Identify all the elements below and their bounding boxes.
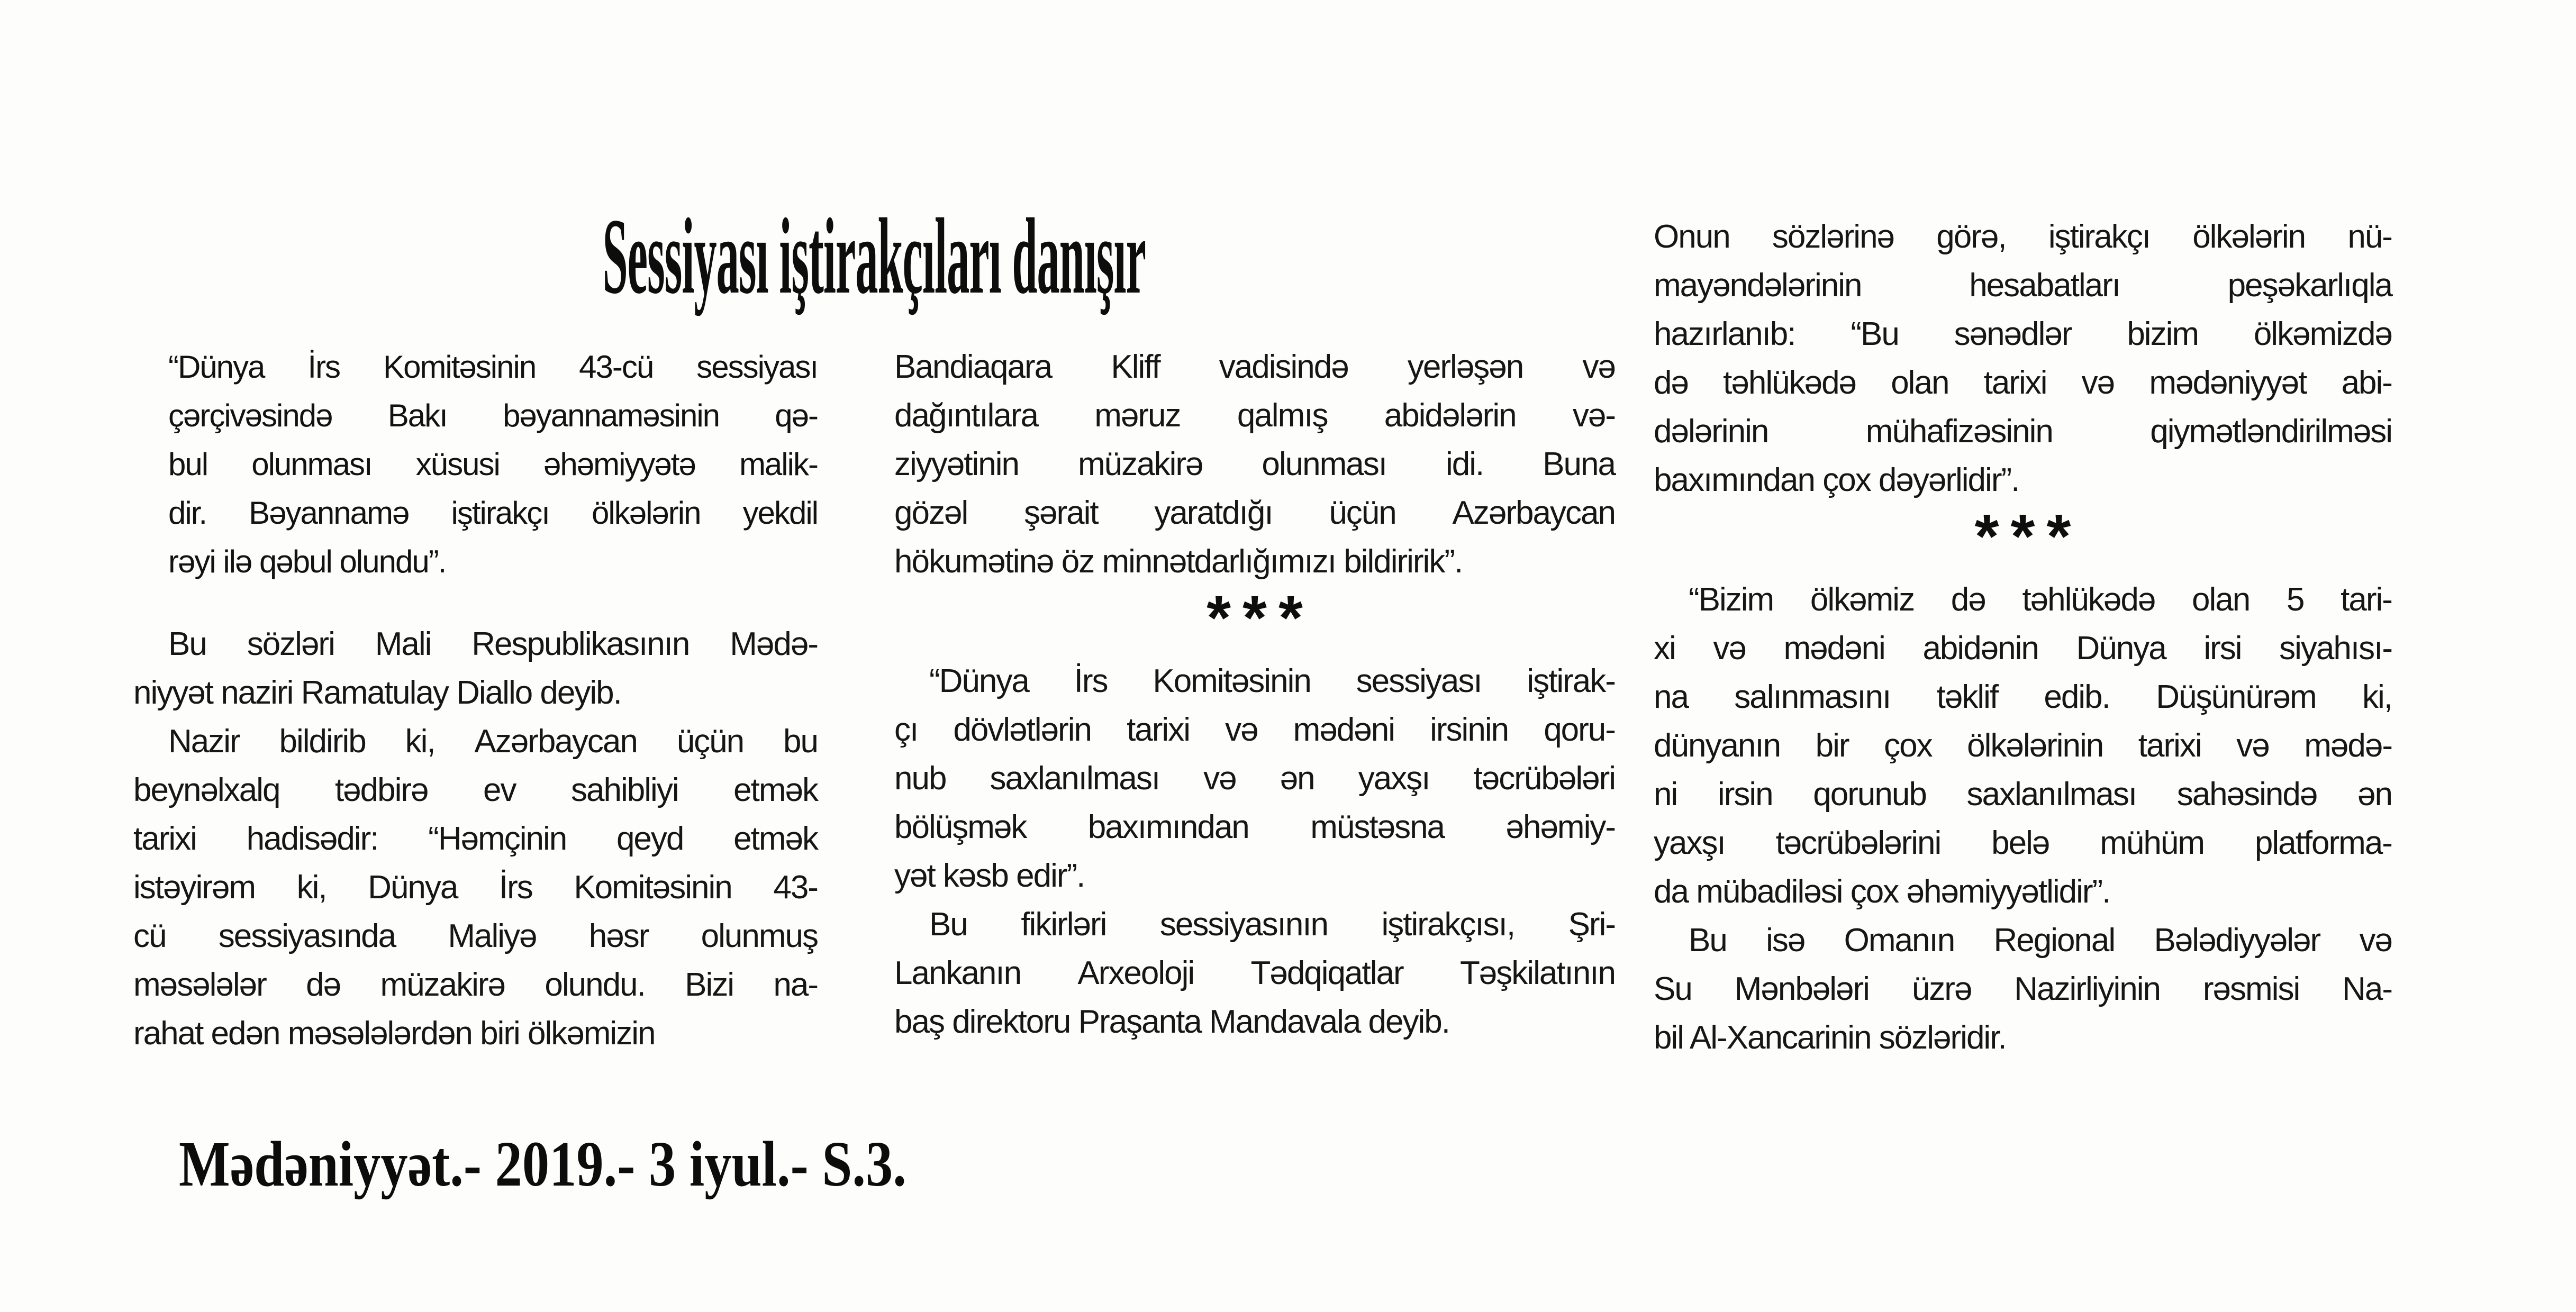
text-line: Bu fikirləri sessiyasının iştirakçısı, Şri- [929,906,1615,943]
text-line: də təhlükədə olan tarixi və mədəniyyət abi- [1654,365,2392,401]
text-line: çərçivəsində Bakı bəyannaməsinin qə- [168,398,818,433]
column-1 [133,343,818,1058]
text-line: bil Al-Xancarinin sözləridir. [1654,1019,2006,1056]
text-line: rahat edən məsələlərdən biri ölkəmizin [133,1015,655,1052]
paragraph [133,717,818,1058]
citation-row [179,1125,1045,1204]
text-line: hökumətinə öz minnətdarlığımızı bildiririk”. [894,543,1463,580]
text-line: bölüşmək baxımından müstəsna əhəmiy- [894,809,1615,845]
text-line: rəyi ilə qəbul olundu”. [168,544,446,579]
text-line: na salınmasını təklif edib. Düşünürəm ki, [1654,679,2392,715]
text-line: beynəlxalq tədbirə ev sahibliyi etmək [133,772,818,808]
headline-row [133,196,1615,316]
text-line: da mübadiləsi çox əhəmiyyətlidir”. [1654,873,2110,910]
text-line: ni irsin qorunub saxlanılması sahəsində ən [1654,776,2392,813]
text-line: nub saxlanılması və ən yaxşı təcrübələri [894,760,1615,797]
paragraph [894,900,1615,1046]
column-3 [1654,213,2392,1062]
text-line: çı dövlətlərin tarixi və mədəni irsinin qoru- [894,712,1615,748]
text-line: Bu isə Omanın Regional Bələdiyyələr və [1689,922,2392,959]
text-line: “Bizim ölkəmiz də təhlükədə olan 5 tari- [1689,581,2392,618]
text-line: istəyirəm ki, Dünya İrs Komitəsinin 43- [133,869,818,906]
text-line: baxımından çox dəyərlidir”. [1654,462,2019,498]
text-line: niyyət naziri Ramatulay Diallo deyib. [133,675,621,711]
text-line: Onun sözlərinə görə, iştirakçı ölkələrin nü- [1654,218,2392,255]
section-separator-stars: *** [1207,583,1314,653]
text-line: dələrinin mühafizəsinin qiymətləndirilməsi [1654,413,2392,450]
text-line: yət kəsb edir”. [894,858,1085,894]
text-line: “Dünya İrs Komitəsinin 43-cü sessiyası [168,349,818,385]
source-citation: Mədəniyyət.- 2019.- 3 iyul.- S.3. [179,1128,906,1200]
paragraph [133,620,818,717]
text-line: ziyyətinin müzakirə olunması idi. Buna [894,446,1615,482]
text-line: baş direktoru Praşanta Mandavala deyib. [894,1004,1449,1040]
paragraph [1654,213,2392,505]
text-line: tarixi hadisədir: “Həmçinin qeyd etmək [133,821,818,857]
column-2 [894,343,1615,1046]
text-line: gözəl şərait yaratdığı üçün Azərbaycan [894,495,1615,531]
article-title: Sessiyası iştirakçıları danışır [602,196,1146,316]
text-line: dağıntılara məruz qalmış abidələrin və- [894,397,1615,434]
text-line: cü sessiyasında Maliyə həsr olunmuş [133,918,818,954]
text-line: xi və mədəni abidənin Dünya irsi siyahısı- [1654,630,2392,667]
section-separator-stars: *** [1974,502,2083,571]
text-line: Bu sözləri Mali Respublikasının Mədə- [168,626,818,662]
text-line: hazırlanıb: “Bu sənədlər bizim ölkəmizdə [1654,316,2392,352]
paragraph [894,343,1615,586]
text-line: Bandiaqara Kliff vadisində yerləşən və [894,349,1615,385]
text-line: məsələlər də müzakirə olundu. Bizi na- [133,967,818,1003]
text-line: yaxşı təcrübələrini belə mühüm platforma- [1654,825,2392,861]
paragraph [1654,916,2392,1062]
text-line: Su Mənbələri üzrə Nazirliyinin rəsmisi Na- [1654,971,2392,1007]
text-line: mayəndələrinin hesabatları peşəkarlıqla [1654,267,2392,304]
lead-quote-paragraph [133,343,818,586]
text-line: Nazir bildirib ki, Azərbaycan üçün bu [168,723,818,760]
paragraph [894,657,1615,900]
text-line: dir. Bəyannamə iştirakçı ölkələrin yekdil [168,495,818,531]
text-line: “Dünya İrs Komitəsinin sessiyası iştirak- [929,663,1615,699]
text-line: Lankanın Arxeoloji Tədqiqatlar Təşkilatının [894,955,1615,991]
text-line: dünyanın bir çox ölkələrinin tarixi və mədə- [1654,727,2392,764]
paragraph [1654,576,2392,916]
text-line: bul olunması xüsusi əhəmiyyətə malik- [168,447,818,482]
